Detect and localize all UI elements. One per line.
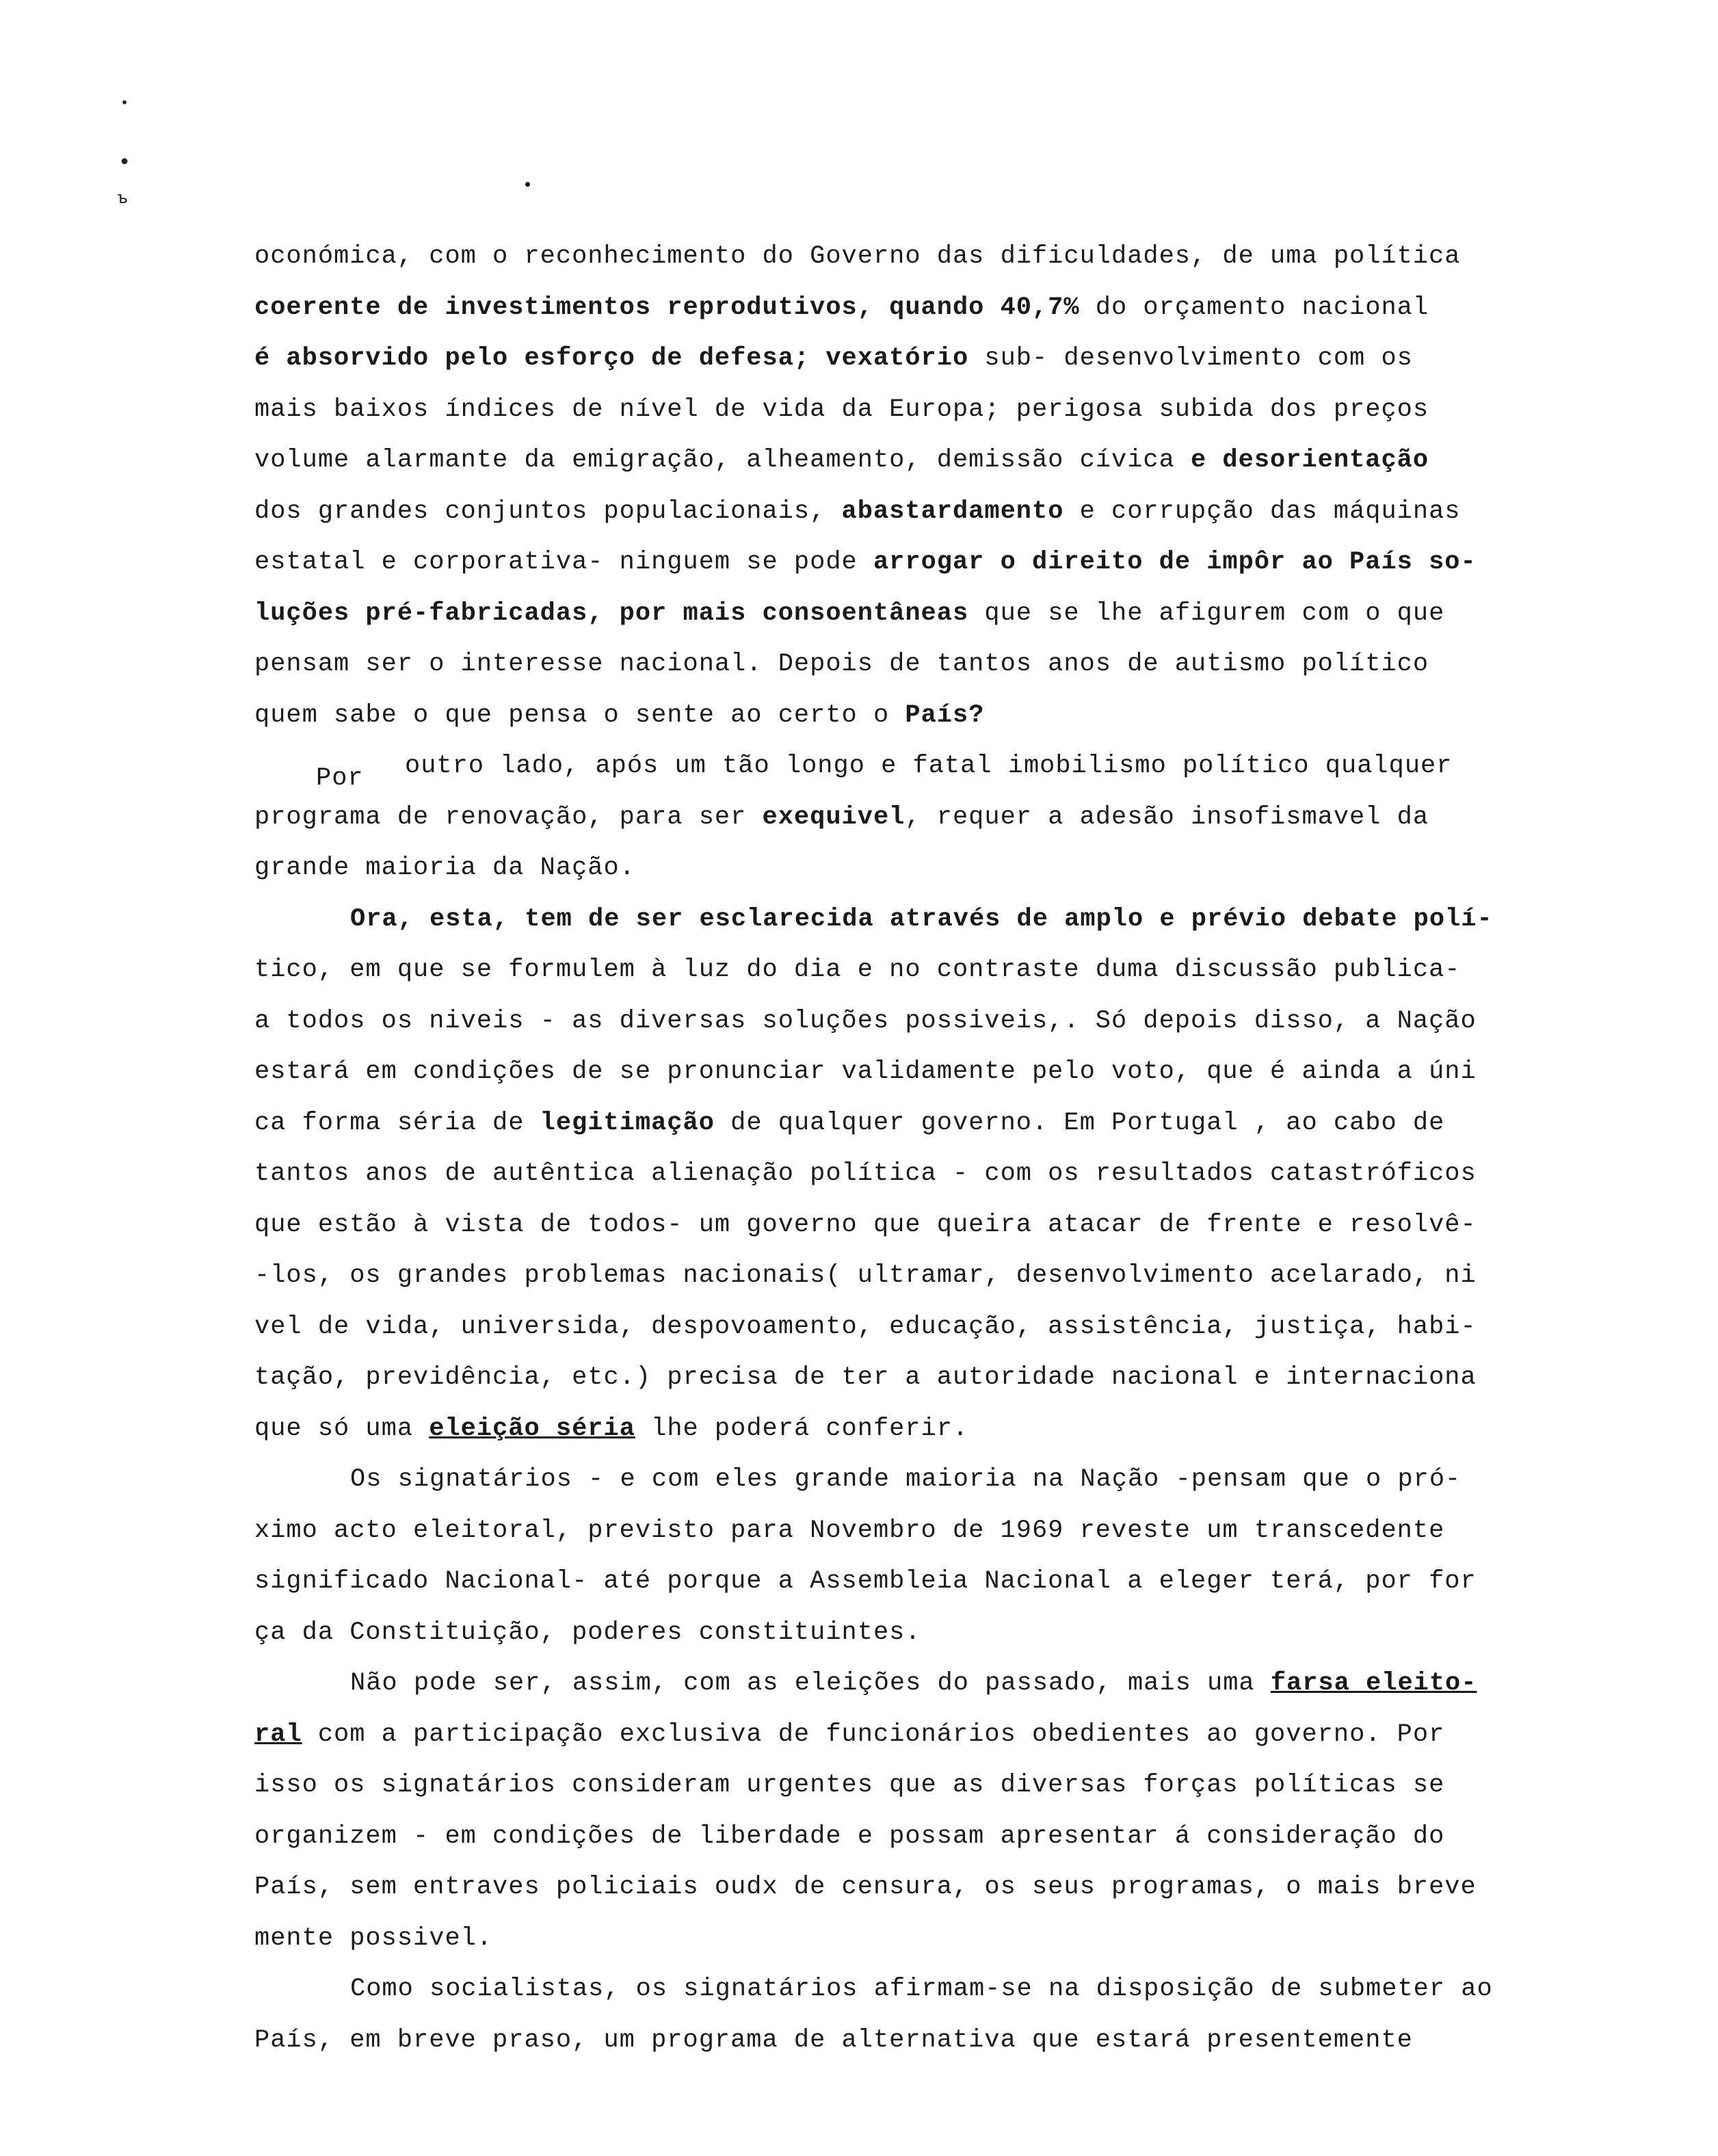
- text-line: [254, 1506, 1663, 1557]
- text-line: [254, 333, 1663, 384]
- text-segment: quem sabe o que pensa o sente ao certo o: [254, 700, 906, 730]
- text-line: [254, 1556, 1663, 1607]
- text-segment: mais baixos índices de nível de vida da Europa; perigosa subida dos preços: [254, 395, 1429, 424]
- stray-dot: [525, 182, 530, 187]
- text-segment: e desorientação: [1191, 446, 1429, 475]
- text-segment: que só uma: [254, 1414, 430, 1443]
- text-segment: outro lado, após um tão longo e fatal imobilismo político qualquer: [405, 752, 1453, 780]
- text-segment: Não pode ser, assim, com as eleições do passado, mais uma: [350, 1669, 1271, 1698]
- paragraph-economic-context: [254, 231, 1663, 741]
- text-line: [254, 1404, 1663, 1455]
- text-segment: coerente de investimentos reprodutivos, quando 40,7%: [254, 293, 1080, 322]
- text-line: [254, 231, 1663, 282]
- text-line: [254, 894, 1663, 945]
- text-segment: significado Nacional- até porque a Assembleia Nacional a eleger terá, por for: [254, 1567, 1477, 1596]
- text-segment: lhe poderá conferir.: [635, 1414, 969, 1443]
- paragraph-socialist-program: [254, 1964, 1663, 2066]
- text-line: [254, 1658, 1663, 1709]
- text-segment: eleição séria: [429, 1414, 635, 1443]
- text-segment: vel de vida, universida, despovoamento, educação, assistência, justiça, habi-: [254, 1312, 1477, 1341]
- text-line: [254, 1148, 1663, 1200]
- text-segment: de qualquer governo. Em Portugal , ao cabo de: [714, 1108, 1445, 1138]
- text-segment: tico, em que se formulem à luz do dia e no contraste duma discussão publica-: [254, 956, 1461, 984]
- text-segment: , requer a adesão insofismavel da: [905, 802, 1429, 832]
- text-line: [254, 1200, 1663, 1251]
- text-segment: é absorvido pelo esforço de defesa; vexatório: [254, 344, 969, 373]
- text-segment: País, em breve praso, um programa de alternativa que estará presentemente: [254, 2025, 1413, 2055]
- text-line: [254, 1913, 1663, 1964]
- text-segment: e corrupção das máquinas: [1063, 497, 1461, 526]
- paragraph-electoral-farce: [254, 1658, 1663, 1964]
- text-segment: que estão à vista de todos- um governo que queira atacar de frente e resolvê-: [254, 1210, 1477, 1239]
- letter-body: [254, 231, 1663, 2066]
- text-segment: Como socialistas, os signatários afirmam-se na disposição de submeter ao: [350, 1975, 1493, 2003]
- paragraph-electoral-act: [254, 1454, 1663, 1658]
- text-segment: grande maioria da Nação.: [254, 854, 635, 882]
- text-line: [254, 741, 1663, 792]
- text-segment: isso os signatários consideram urgentes que as diversas forças políticas se: [254, 1771, 1445, 1800]
- text-segment: luções pré-fabricadas, por mais consoentâneas: [254, 599, 969, 628]
- text-segment: farsa eleito-: [1270, 1669, 1477, 1698]
- text-segment: ral: [254, 1720, 302, 1749]
- margin-mark-bottom: ъ: [118, 188, 128, 207]
- text-segment: tação, previdência, etc.) precisa de ter a autoridade nacional e internaciona: [254, 1363, 1477, 1392]
- text-line: [254, 1454, 1663, 1506]
- paragraph-political-debate: [254, 894, 1663, 1455]
- text-segment: dos grandes conjuntos populacionais,: [254, 497, 842, 526]
- text-line: [254, 1352, 1663, 1404]
- text-segment: País?: [905, 700, 985, 730]
- text-line: [254, 537, 1663, 588]
- text-segment: do orçamento nacional: [1079, 293, 1429, 322]
- text-segment: a todos os niveis - as diversas soluções possiveis,. Só depois disso, a Nação: [254, 1006, 1477, 1036]
- text-line: [254, 1098, 1663, 1149]
- text-segment: mente possivel.: [254, 1923, 493, 1953]
- text-line: [254, 1709, 1663, 1761]
- text-segment: tantos anos de autêntica alienação política - com os resultados catastróficos: [254, 1159, 1477, 1188]
- text-segment: -los, os grandes problemas nacionais( ultramar, desenvolvimento acelarado, ni: [254, 1261, 1477, 1290]
- text-segment: exequivel: [762, 802, 906, 832]
- por-label: Por: [316, 764, 364, 793]
- text-line: [254, 1047, 1663, 1098]
- text-line: [254, 1964, 1663, 2015]
- text-line: [254, 639, 1663, 690]
- text-segment: Ora, esta, tem de ser esclarecida através de amplo e prévio debate polí-: [350, 904, 1493, 934]
- text-line: [254, 1250, 1663, 1302]
- text-segment: arrogar o direito de impôr ao País so-: [873, 548, 1477, 577]
- text-segment: abastardamento: [841, 497, 1064, 526]
- text-line: [254, 1862, 1663, 1913]
- text-line: [254, 588, 1663, 640]
- text-segment: ca forma séria de: [254, 1108, 540, 1138]
- text-line: [254, 996, 1663, 1047]
- text-segment: com a participação exclusiva de funcionários obedientes ao governo. Por: [302, 1720, 1445, 1749]
- text-segment: oconómica, com o reconhecimento do Governo das dificuldades, de uma política: [254, 242, 1461, 271]
- text-segment: País, sem entraves policiais oudx de censura, os seus programas, o mais breve: [254, 1873, 1477, 1902]
- text-line: [254, 690, 1663, 741]
- text-line: [254, 435, 1663, 486]
- text-line: [254, 384, 1663, 436]
- text-line: [254, 1302, 1663, 1353]
- margin-mark-middle: •: [118, 150, 131, 174]
- text-segment: ça da Constituição, poderes constituintes.: [254, 1618, 921, 1647]
- text-segment: legitimação: [540, 1108, 715, 1138]
- text-segment: organizem - em condições de liberdade e possam apresentar á consideração do: [254, 1822, 1445, 1851]
- text-line: [254, 2015, 1663, 2066]
- text-segment: estatal e corporativa- ninguem se pode: [254, 548, 873, 577]
- text-line: [254, 486, 1663, 538]
- text-segment: sub- desenvolvimento com os: [968, 344, 1413, 373]
- text-line: [254, 945, 1663, 996]
- text-segment: programa de renovação, para ser: [254, 802, 763, 832]
- text-segment: que se lhe afigurem com o que: [968, 599, 1445, 628]
- text-line: [254, 282, 1663, 334]
- paragraph-renewal-program: [254, 741, 1663, 894]
- margin-mark-top: •: [120, 94, 129, 111]
- text-line: [254, 843, 1663, 894]
- text-line: [254, 1811, 1663, 1863]
- text-segment: Os signatários - e com eles grande maioria na Nação -pensam que o pró-: [350, 1465, 1462, 1494]
- text-segment: volume alarmante da emigração, alheamento, demissão cívica: [254, 446, 1191, 475]
- text-line: [254, 1607, 1663, 1659]
- text-segment: estará em condições de se pronunciar validamente pelo voto, que é ainda a úni: [254, 1057, 1477, 1086]
- text-segment: ximo acto eleitoral, previsto para Novembro de 1969 reveste um transcedente: [254, 1516, 1445, 1545]
- text-segment: pensam ser o interesse nacional. Depois de tantos anos de autismo político: [254, 650, 1429, 679]
- text-line: [254, 792, 1663, 843]
- text-line: [254, 1760, 1663, 1811]
